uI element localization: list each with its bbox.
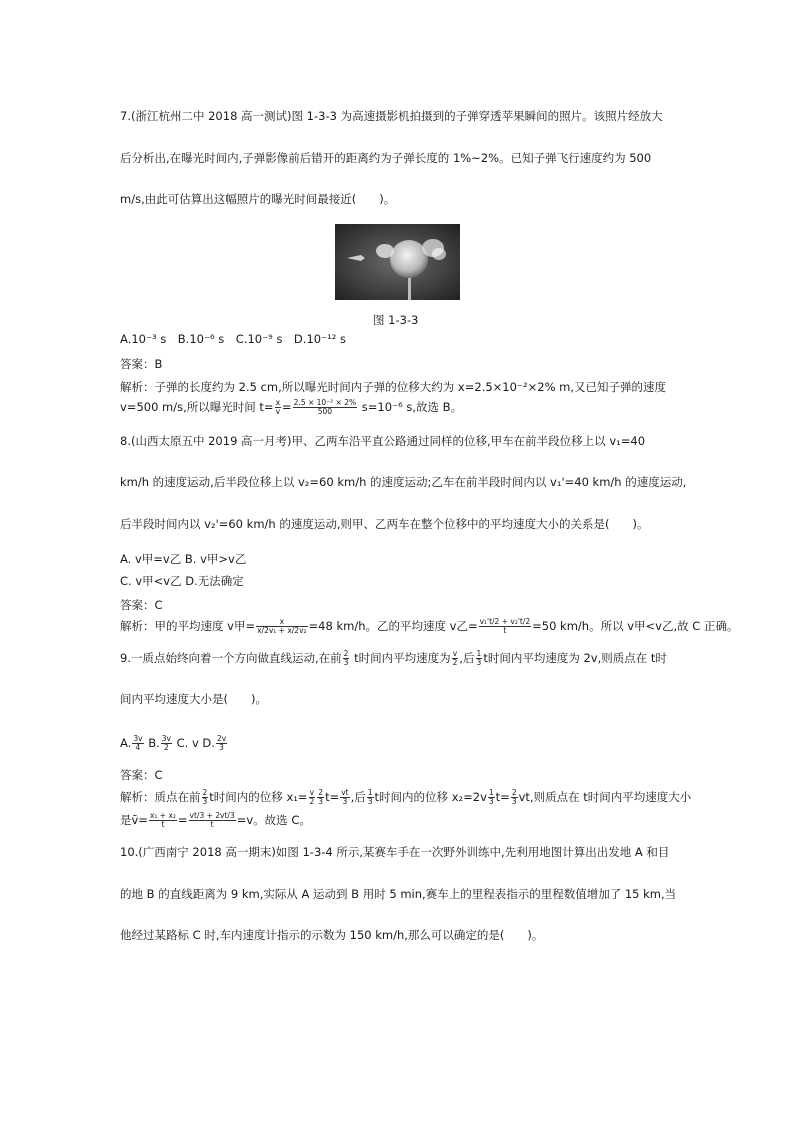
fraction-numerator: 3v [133,734,143,743]
fraction-numerator: 2 [511,788,517,797]
text-span: C. v D. [172,736,215,750]
fraction-numerator: v₁'t/2 + v₂'t/2 [479,617,531,626]
text-span: = [177,813,188,827]
fraction-denominator: 3 [219,743,224,752]
q9-analysis-line1 [120,789,691,806]
text-span: A. [120,736,132,750]
fraction-numerator: 2v [216,734,227,743]
text-span: t= [495,790,510,804]
text-span: t= [325,790,340,804]
fraction-denominator: t [210,820,214,829]
text-span: 解析：甲的平均速度 v甲= [120,619,256,633]
fraction-numerator: 2.5 × 10⁻² × 2% [293,398,357,407]
text-span: ,后 [350,790,366,804]
fraction-numerator: 2 [202,788,208,797]
q8-answer: 答案：C [120,598,163,612]
q8-analysis [120,618,738,635]
fraction-denominator: 3 [511,797,517,806]
q10-stem-line1: 10.(广西南宁 2018 高一期末)如图 1-3-4 所示,某赛车手在一次野外训练中,先利用地图计算出出发地 A 和目 [120,845,670,859]
fraction-denominator: 3 [202,797,208,806]
q7-stem-line3: m/s,由此可估算出这幅照片的曝光时间最接近( )。 [120,192,396,206]
q8-stem-line3: 后半段时间内以 v₂'=60 km/h 的速度运动,则甲、乙两车在整个位移中的平均速度大小的关系是( )。 [120,517,649,531]
q7-stem-line2: 后分析出,在曝光时间内,子弹影像前后错开的距离约为子弹长度的 1%~2%。已知子弹飞行速度约为 500 [120,151,652,165]
text-span: 解析：质点在前 [120,790,201,804]
q8-stem-line2: km/h 的速度运动,后半段位移上以 v₂=60 km/h 的速度运动;乙车在前半段时间内以 v₁'=40 km/h 的速度运动, [120,475,687,489]
text-span: v=500 m/s,所以曝光时间 t= [120,400,274,414]
fraction-denominator: 3 [488,797,494,806]
text-span: B. [144,736,160,750]
fraction-numerator: 1 [476,649,482,658]
figure-caption: 图 1-3-3 [373,313,419,327]
text-span: 是v̄= [120,813,148,827]
fraction-denominator: 2 [452,658,458,667]
fraction-numerator: v [452,649,458,658]
fraction-numerator: 2 [343,649,349,658]
q7-analysis-line1: 解析：子弹的长度约为 2.5 cm,所以曝光时间内子弹的位移大约为 x=2.5×10⁻²×2% m,又已知子弹的速度 [120,380,667,394]
q9-options [120,735,228,752]
text-span: t时间内的位移 x₁= [209,790,308,804]
fraction-numerator: vt/3 + 2vt/3 [189,811,235,820]
q9-analysis-line2 [120,812,311,829]
q8-options-cd: C. v甲<v乙 D.无法确定 [120,574,244,588]
fraction-numerator: x [275,398,281,407]
fraction-numerator: v [309,788,315,797]
text-span: = [282,400,292,414]
text-span: t时间内的位移 x₂=2v [374,790,487,804]
fraction-numerator: 3v [161,734,171,743]
fraction-numerator: x [256,618,307,627]
q10-stem-line2: 的地 B 的直线距离为 9 km,实际从 A 运动到 B 用时 5 min,赛车上的里程表指示的里程数值增加了 15 km,当 [120,887,677,901]
bullet-apple-photo [335,224,460,300]
fraction-numerator: x₁ + x₂ [149,811,176,820]
text-span: =48 km/h。乙的平均速度 v乙= [308,619,478,633]
fraction-denominator: 4 [135,743,141,752]
text-span: =v。故选 C。 [236,813,311,827]
q9-stem-line1 [120,650,667,667]
fraction-denominator: 2 [163,743,169,752]
q7-stem-line1: 7.(浙江杭州二中 2018 高一测试)图 1-3-3 为高速摄影机拍摄到的子弹穿透苹果瞬间的照片。该照片经放大 [120,109,663,123]
fraction-denominator: 2 [309,797,315,806]
q8-stem-line1: 8.(山西太原五中 2019 高一月考)甲、乙两车沿平直公路通过同样的位移,甲车在前半段位移上以 v₁=40 [120,434,646,448]
fraction-denominator: t [161,820,165,829]
fraction-denominator: 3 [318,797,324,806]
fraction-numerator: vt [341,788,349,797]
fraction-denominator: 3 [342,797,348,806]
text-span: t时间内平均速度为 [350,651,451,665]
fraction-denominator: x/2v₁ + x/2v₂ [257,626,307,635]
fraction-denominator: 500 [317,407,333,416]
q7-analysis-line2 [120,399,462,416]
fraction-denominator: 3 [367,797,373,806]
fraction-numerator: 2 [318,788,324,797]
q9-answer: 答案：C [120,768,163,782]
fraction-denominator: v [275,407,281,416]
fraction-denominator: t [503,626,507,635]
fraction-denominator: 3 [343,658,349,667]
text-span: t时间内平均速度为 2v,则质点在 t时 [483,651,667,665]
q8-options-ab: A. v甲=v乙 B. v甲>v乙 [120,552,247,566]
fraction-numerator: 1 [488,788,494,797]
text-span: s=10⁻⁶ s,故选 B。 [358,400,463,414]
q7-answer: 答案：B [120,357,163,371]
text-span: ,后 [459,651,475,665]
text-span: 9.一质点始终向着一个方向做直线运动,在前 [120,651,342,665]
text-span: =50 km/h。所以 v甲<v乙,故 C 正确。 [532,619,739,633]
q9-stem-line2: 间内平均速度大小是( )。 [120,692,267,706]
q10-stem-line3: 他经过某路标 C 时,车内速度计指示的示数为 150 km/h,那么可以确定的是( )。 [120,928,544,942]
text-span: vt,则质点在 t时间内平均速度大小 [518,790,692,804]
fraction-numerator: 1 [367,788,373,797]
fraction-denominator: 3 [476,658,482,667]
q7-options: A.10⁻³ s B.10⁻⁶ s C.10⁻⁹ s D.10⁻¹² s [120,332,347,346]
